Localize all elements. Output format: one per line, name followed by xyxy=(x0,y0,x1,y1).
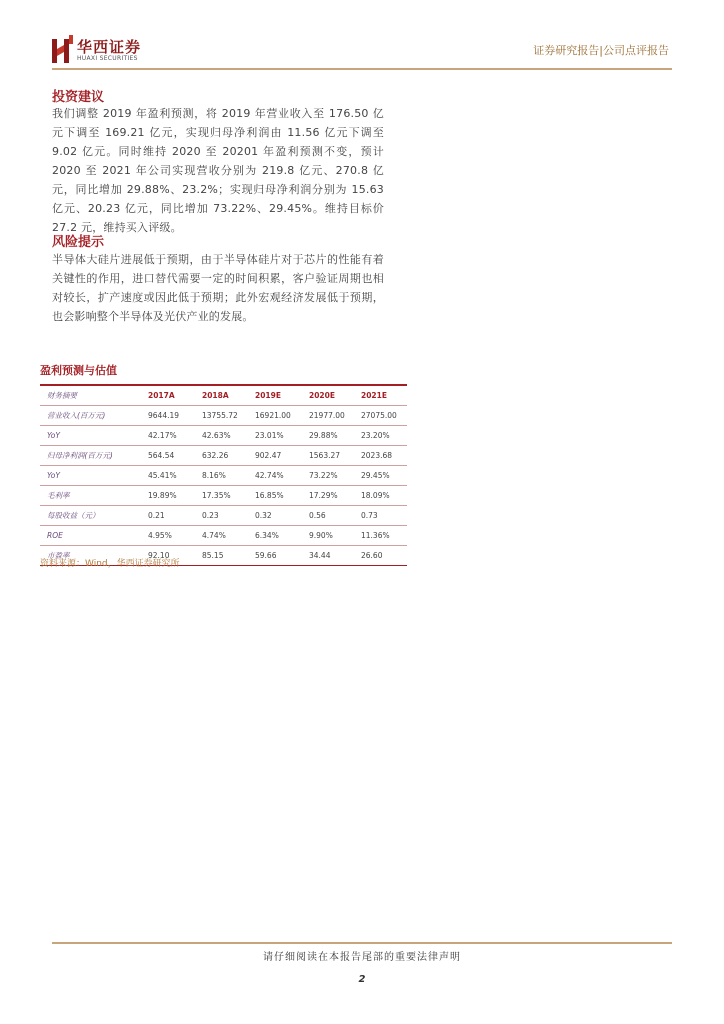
investment-body: 我们调整 2019 年盈利预测，将 2019 年营业收入至 176.50 亿元下调至 169.21 亿元，实现归母净利润由 11.56 亿元下调至 9.02 亿元。同时维持 2020 至 20201 年盈利预测不变，预计 2020 至 2021 年公司实现营收分别为 219.8 亿元、270.8 亿元，同比增加 29.88%、23.2%；实现归母净利润分别为 15.63 亿元、20.23 亿元，同比增加 73.22%、29.45%。维持目标价 27.2 元，维持买入评级。 xyxy=(52,107,384,234)
table-cell: 0.56 xyxy=(309,511,326,520)
table-source-note: 资料来源：Wind，华西证券研究所 xyxy=(40,559,180,569)
table-cell: 16.85% xyxy=(255,491,284,500)
table-cell: 85.15 xyxy=(202,551,224,560)
row-label: 营业收入(百万元) xyxy=(47,411,106,420)
table-cell: 13755.72 xyxy=(202,411,238,420)
table-cell: 45.41% xyxy=(148,471,177,480)
logo-name-en: HUAXI SECURITIES xyxy=(77,55,138,62)
row-label: 市盈率 xyxy=(47,551,70,560)
table-row xyxy=(40,406,407,426)
row-label: ROE xyxy=(47,531,63,540)
row-label: YoY xyxy=(47,471,60,480)
table-cell: 17.35% xyxy=(202,491,231,500)
table-cell: 564.54 xyxy=(148,451,175,460)
risk-title: 风险提示 xyxy=(52,235,105,250)
table-cell: 27075.00 xyxy=(361,411,397,420)
table-cell: 29.88% xyxy=(309,431,338,440)
table-cell: 34.44 xyxy=(309,551,331,560)
table-cell: 6.34% xyxy=(255,531,279,540)
table-row xyxy=(40,446,407,466)
header-cell: 财务摘要 xyxy=(47,391,77,400)
row-label: 毛利率 xyxy=(47,491,70,500)
footer-divider xyxy=(52,942,672,944)
table-cell: 9.90% xyxy=(309,531,333,540)
company-logo xyxy=(52,33,152,69)
table-cell: 18.09% xyxy=(361,491,390,500)
logo-name-cn: 华西证券 xyxy=(77,38,142,56)
table-cell: 8.16% xyxy=(202,471,226,480)
header-cell: 2020E xyxy=(309,391,335,400)
table-cell: 26.60 xyxy=(361,551,383,560)
table-cell: 2023.68 xyxy=(361,451,393,460)
header-divider xyxy=(52,68,672,70)
legal-disclaimer-notice: 请仔细阅读在本报告尾部的重要法律声明 xyxy=(263,952,461,963)
header-cell: 2018A xyxy=(202,391,229,400)
table-cell: 42.74% xyxy=(255,471,284,480)
table-row xyxy=(40,486,407,506)
table-cell: 0.23 xyxy=(202,511,219,520)
table-cell: 4.74% xyxy=(202,531,226,540)
table-cell: 19.89% xyxy=(148,491,177,500)
table-cell: 0.73 xyxy=(361,511,378,520)
table-cell: 17.29% xyxy=(309,491,338,500)
row-label: 归母净利润(百万元) xyxy=(47,451,113,460)
table-cell: 0.32 xyxy=(255,511,272,520)
table-row xyxy=(40,506,407,526)
page-number: 2 xyxy=(358,974,366,985)
table-cell: 16921.00 xyxy=(255,411,291,420)
table-cell: 42.63% xyxy=(202,431,231,440)
table-header-row xyxy=(40,386,407,406)
row-label: YoY xyxy=(47,431,60,440)
forecast-table xyxy=(40,384,407,566)
table-cell: 9644.19 xyxy=(148,411,180,420)
huaxi-logo-icon xyxy=(52,35,74,65)
table-cell: 42.17% xyxy=(148,431,177,440)
report-type-label: 证券研究报告|公司点评报告 xyxy=(533,44,669,57)
table-row xyxy=(40,426,407,446)
table-cell: 632.26 xyxy=(202,451,229,460)
table-row xyxy=(40,466,407,486)
table-title: 盈利预测与估值 xyxy=(40,364,117,377)
table-cell: 11.36% xyxy=(361,531,390,540)
header-cell: 2019E xyxy=(255,391,281,400)
table-cell: 21977.00 xyxy=(309,411,345,420)
table-cell: 59.66 xyxy=(255,551,277,560)
risk-body: 半导体大硅片进展低于预期，由于半导体硅片对于芯片的性能有着关键性的作用，进口替代需要一定的时间积累，客户验证周期也相对较长，扩产速度或因此低于预期；此外宏观经济发展低于预期，也会影响整个半导体及光伏产业的发展。 xyxy=(52,253,384,323)
table-cell: 1563.27 xyxy=(309,451,341,460)
investment-title: 投资建议 xyxy=(52,90,105,105)
table-cell: 902.47 xyxy=(255,451,282,460)
table-cell: 29.45% xyxy=(361,471,390,480)
header-cell: 2017A xyxy=(148,391,175,400)
row-label: 每股收益（元） xyxy=(47,511,100,520)
header-cell: 2021E xyxy=(361,391,387,400)
table-cell: 0.21 xyxy=(148,511,165,520)
table-cell: 92.10 xyxy=(148,551,170,560)
table-cell: 23.20% xyxy=(361,431,390,440)
table-cell: 73.22% xyxy=(309,471,338,480)
table-cell: 4.95% xyxy=(148,531,172,540)
table-cell: 23.01% xyxy=(255,431,284,440)
table-row xyxy=(40,526,407,546)
